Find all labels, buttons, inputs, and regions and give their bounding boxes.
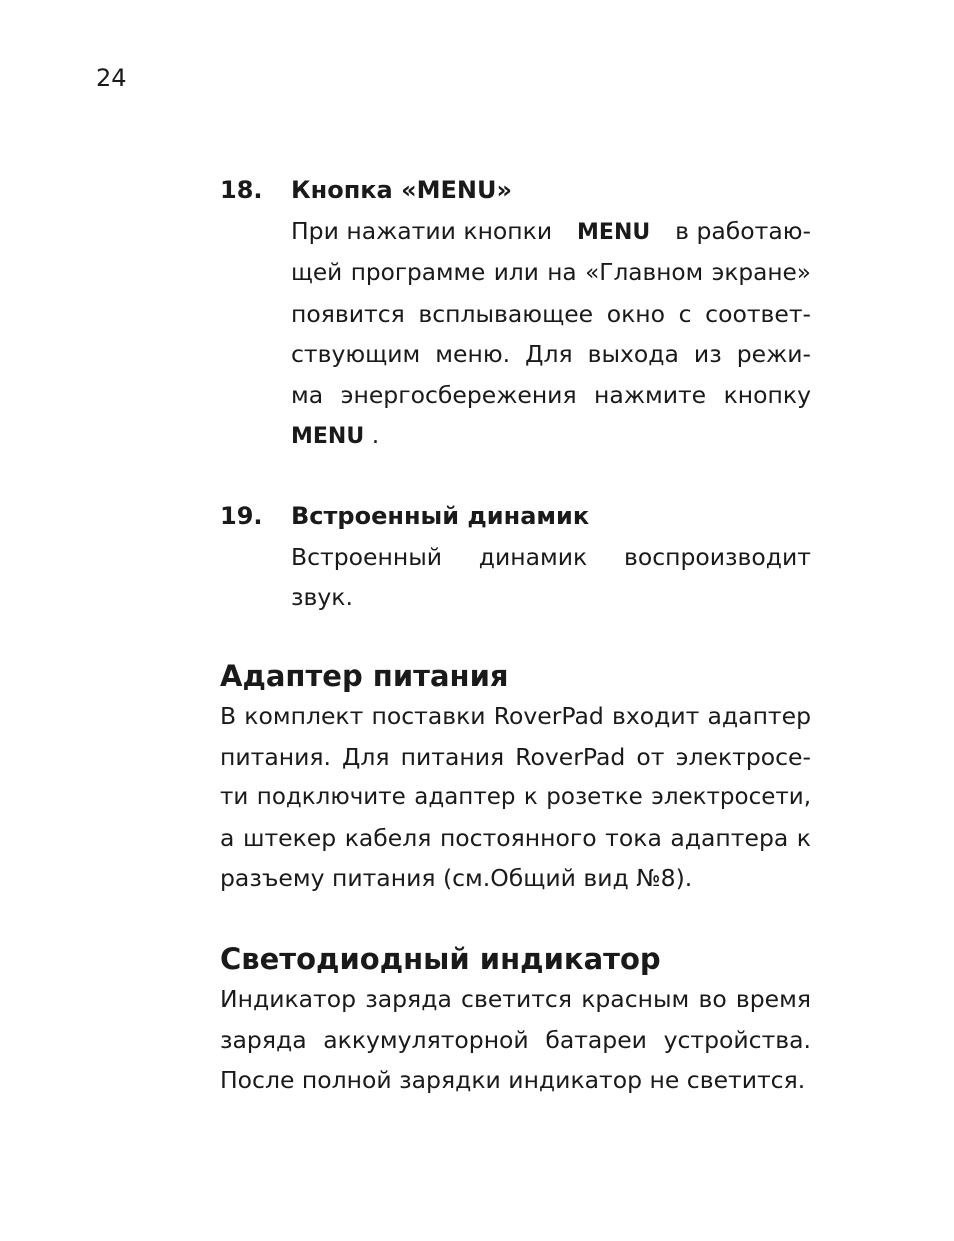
- text-line: [291, 211, 811, 254]
- section-text: [220, 696, 811, 899]
- text-line: заряда аккумуляторной батареи устройства.: [220, 1025, 811, 1054]
- text-fragment: .: [371, 421, 380, 449]
- item-title: Встроенный динамик: [291, 502, 590, 530]
- text-line: ти подключите адаптер к розетке электросети,: [220, 784, 811, 810]
- item-title: Кнопка «MENU»: [291, 176, 512, 204]
- item-text: [291, 211, 811, 458]
- text-fragment: При нажатии кнопки: [291, 216, 553, 245]
- menu-keyword: MENU: [291, 424, 365, 449]
- section-led-indicator: [220, 939, 811, 1101]
- item-number: 18.: [220, 176, 263, 204]
- item-text: [291, 537, 811, 618]
- text-line: щей программе или на «Главном экране»: [291, 259, 811, 286]
- text-line: В комплект поставки RoverPad входит адаптер: [220, 702, 811, 730]
- text-line: [291, 415, 811, 458]
- text-line: звук.: [291, 583, 353, 611]
- item-body: [291, 170, 811, 458]
- section-heading: Адаптер питания: [220, 659, 509, 693]
- page-number: 24: [96, 64, 127, 92]
- menu-keyword: MENU: [577, 219, 651, 245]
- text-line: ствующим меню. Для выхода из режи-: [291, 340, 811, 368]
- list-item-19: [220, 496, 811, 618]
- text-line: Встроенный динамик воспроизводит: [291, 542, 811, 571]
- item-body: [291, 496, 811, 618]
- text-fragment: в работаю-: [675, 216, 811, 245]
- text-line: питания. Для питания RoverPad от электросе-: [220, 742, 811, 771]
- section-text: [220, 979, 811, 1101]
- text-line: Индикатор заряда светится красным во время: [220, 985, 811, 1013]
- section-heading: Светодиодный индикатор: [220, 942, 661, 976]
- list-item-18: [220, 170, 811, 458]
- text-line: появится всплывающее окно с соответ-: [291, 299, 811, 328]
- item-number: 19.: [220, 502, 263, 530]
- text-line: После полной зарядки индикатор не светится.: [220, 1066, 806, 1094]
- section-power-adapter: [220, 656, 811, 899]
- text-line: разъему питания (см.Общий вид №8).: [220, 864, 693, 892]
- text-line: ма энергосбережения нажмите кнопку: [291, 380, 811, 409]
- text-line: а штекер кабеля постоянного тока адаптера к: [220, 823, 811, 852]
